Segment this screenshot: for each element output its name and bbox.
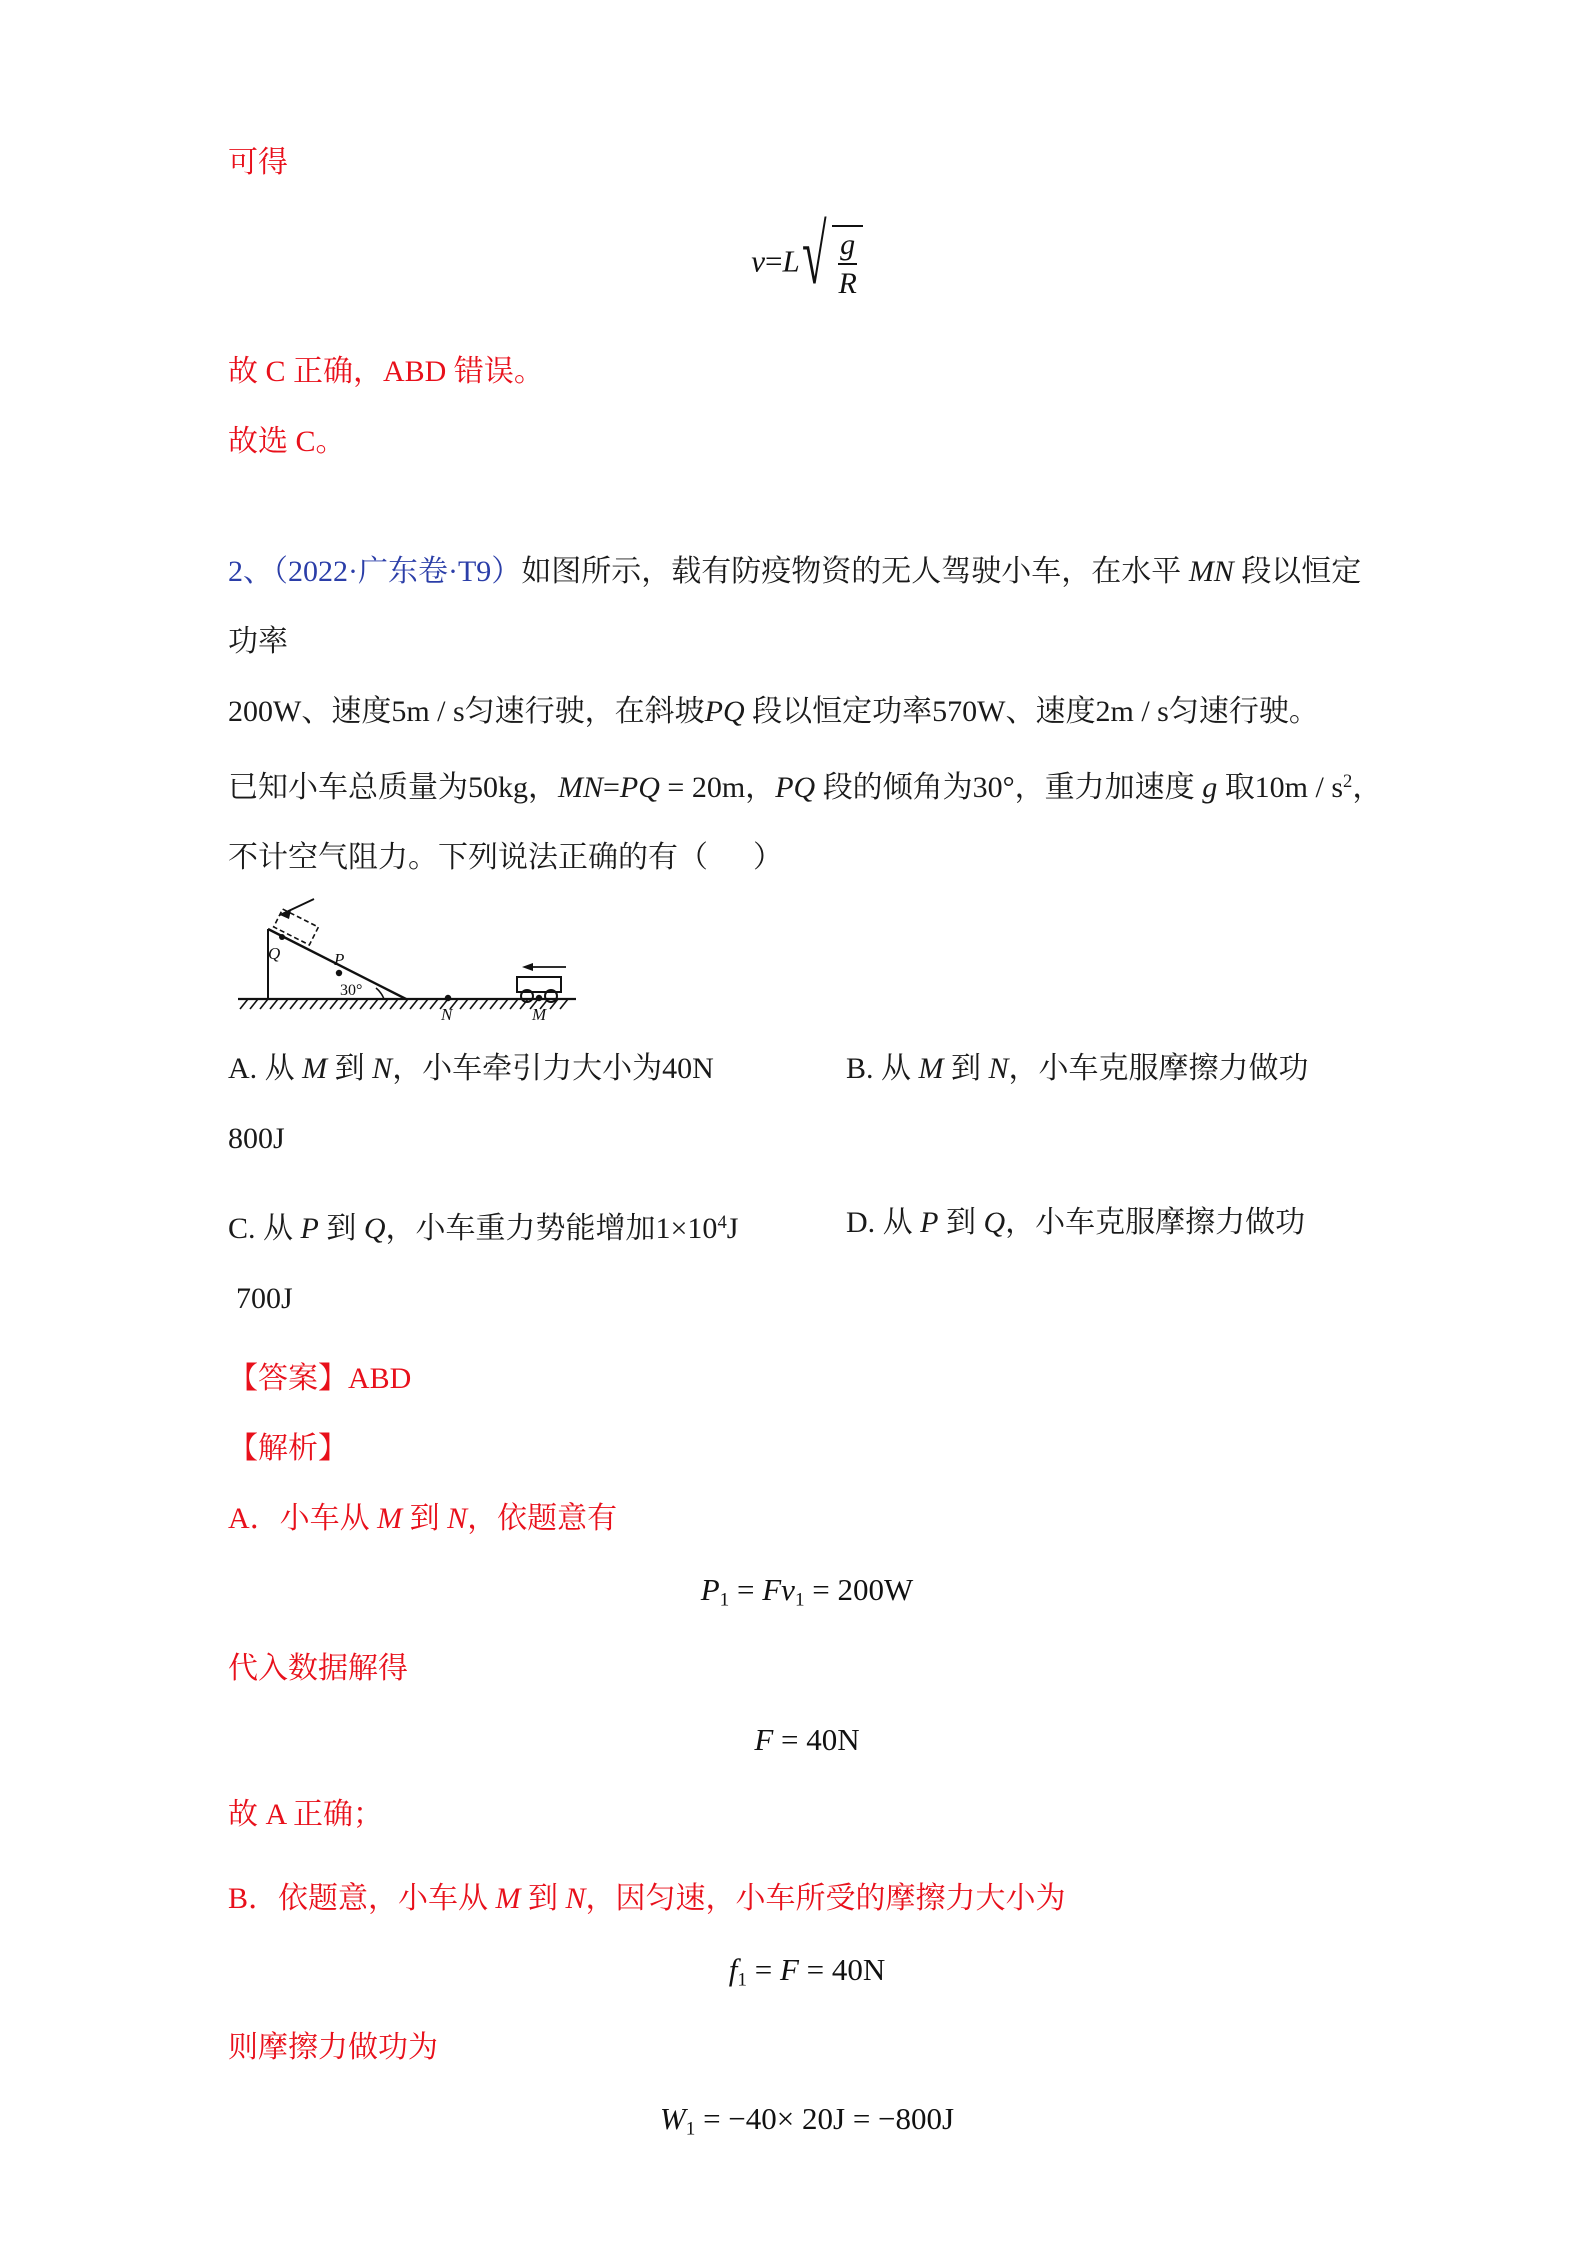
- lead-in-text: 可得: [228, 146, 288, 179]
- diagram-svg: [236, 893, 596, 1021]
- fraction-denominator: R: [838, 267, 857, 300]
- point-N-dot: [445, 995, 451, 1001]
- label-P: P: [334, 950, 345, 970]
- formula-P1: $P_1 = Fv_1 = 200W$: [700, 1572, 914, 1611]
- option-row-AB: [228, 1034, 1386, 1104]
- option-B-continuation: 800J: [228, 1122, 285, 1156]
- formula-F: F = 40N: [754, 1721, 860, 1757]
- fraction-bar: [838, 263, 856, 265]
- document-content: [228, 0, 1386, 2141]
- angle-label: 30°: [340, 982, 363, 1000]
- conclusion-line-2: 故选 C。: [228, 425, 346, 458]
- formula-v-equals-L-sqrt-g-over-R: [228, 209, 1386, 303]
- analysis-conclusion-A: 故 A 正确；: [228, 1797, 384, 1831]
- analysis-text-A: A．小车从 M 到 N，依题意有: [228, 1502, 618, 1536]
- cart-body: [517, 977, 561, 992]
- label-Q: Q: [268, 944, 281, 964]
- problem-number: 2、: [228, 555, 273, 588]
- option-row-CD: [228, 1188, 1386, 1264]
- option-D-wrap: [228, 1264, 1386, 1334]
- problem-source: （2022·广东卷·T9）: [273, 555, 522, 588]
- sqrt-group: √ $\frac{g}{R}$: [802, 226, 863, 303]
- analysis-substitute-text: 代入数据解得: [228, 1651, 408, 1685]
- option-B[interactable]: B. 从 M 到 N，小车克服摩擦力做功: [846, 1052, 1309, 1086]
- formula-equals: =: [764, 243, 783, 279]
- angle-arc: [376, 988, 384, 999]
- formula-f1: $f_1 = F = 40N$: [728, 1951, 886, 1991]
- incline-motion-arrow-shaft: [280, 899, 314, 915]
- label-N: N: [441, 1005, 453, 1022]
- formula-W1: $W_1 = -40\times 20J = -800J$: [659, 2101, 955, 2140]
- answer-value: ABD: [348, 1362, 412, 1396]
- problem2-stem-line-4: 不计空气阻力。下列说法正确的有（ ）: [228, 841, 783, 875]
- analysis-text-B: B．依题意，小车从 M 到 N，因匀速，小车所受的摩擦力大小为: [228, 1881, 1066, 1915]
- answer-line: [228, 1344, 1386, 1414]
- point-P-dot: [336, 970, 342, 976]
- option-D-continuation: 700J: [236, 1282, 293, 1316]
- answer-label: 【答案】: [228, 1362, 348, 1396]
- option-B-wrap: [228, 1104, 1386, 1174]
- option-C[interactable]: C. 从 P 到 Q，小车重力势能增加$1\times 10^4J$: [228, 1212, 739, 1246]
- option-D[interactable]: D. 从 P 到 Q，小车克服摩擦力做功: [846, 1206, 1306, 1240]
- fraction-g-over-R: [832, 225, 862, 302]
- analysis-friction-work-text: 则摩擦力做功为: [228, 2031, 438, 2065]
- formula-lhs: v: [751, 243, 765, 279]
- problem2-stem-line-1: [228, 537, 1386, 677]
- point-Q-dot: [279, 934, 285, 940]
- problem2-stem-line-2: 200W、速度5m / s匀速行驶，在斜坡PQ 段以恒定功率570W、速度2m / s匀速行驶。: [228, 695, 1319, 728]
- stem-text-1: 如图所示，载有防疫物资的无人驾驶小车，在水平 MN 段以恒定功率: [228, 555, 1362, 658]
- ground-hatching: [240, 999, 568, 1009]
- formula-coefficient: L: [782, 243, 800, 279]
- point-M-dot: [536, 995, 542, 1001]
- label-M: M: [532, 1005, 547, 1022]
- cart-motion-arrow-head: [522, 963, 533, 971]
- conclusion-line-1: 故 C 正确，ABD 错误。: [228, 355, 544, 388]
- problem2-stem-line-3: 已知小车总质量为50kg，MN=PQ = 20m，PQ 段的倾角为30°，重力加速度 g 取$10m / s^2$，: [228, 771, 1383, 805]
- analysis-label: 【解析】: [228, 1432, 348, 1466]
- option-A[interactable]: A. 从 M 到 N，小车牵引力大小为40N: [228, 1052, 714, 1086]
- fraction-numerator: g: [840, 228, 856, 261]
- incline-and-cart-diagram: [236, 893, 1386, 1026]
